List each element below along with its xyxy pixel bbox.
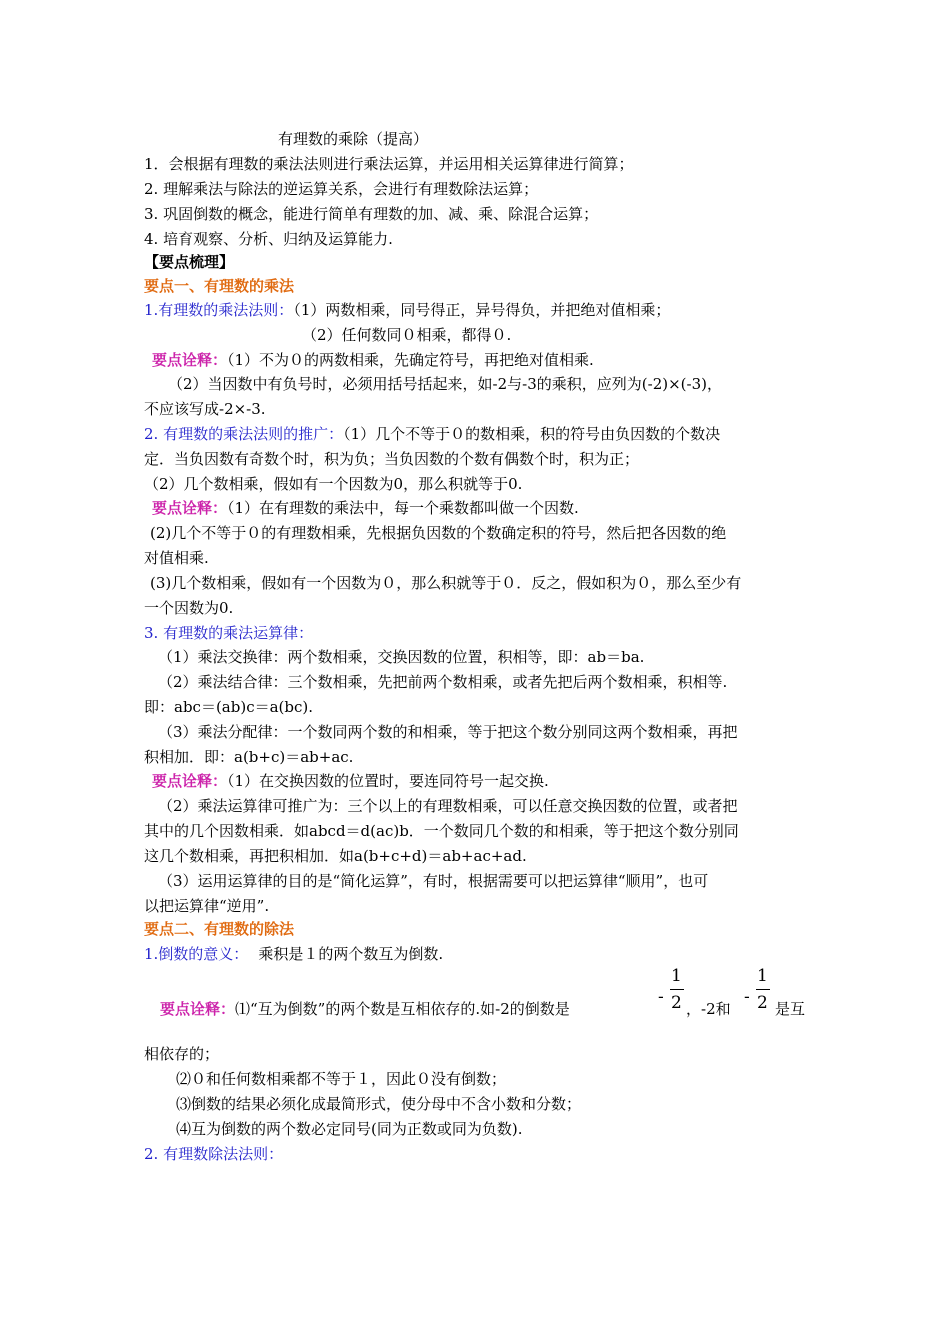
point2-title: 要点二、有理数的除法 [144,920,295,938]
p1-note3-4: 这几个数相乘，再把积相加．如a(b+c+d)＝ab+ac+ad. [144,847,527,865]
p2-note-4: ⑷互为倒数的两个数必定同号(同为正数或同为负数). [176,1120,523,1138]
p1-note3-2: （2）乘法运算律可推广为：三个以上的有理数相乘，可以任意交换因数的位置，或者把 [158,797,738,815]
note-label: 要点诠释： [160,1000,236,1018]
goal-3: 3. 巩固倒数的概念，能进行简单有理数的加、减、乘、除混合运算； [144,205,599,223]
note-label: 要点诠释： [152,351,228,369]
p2-div-label: 2. 有理数除法法则： [144,1145,284,1163]
p2-recip-line [144,944,443,964]
p1-rule-2: （2）任何数同０相乘，都得０. [302,326,512,344]
p1-ext-label: 2. 有理数的乘法法则的推广： [144,425,344,443]
p1-rule-label: 1.有理数的乘法法则： [144,301,294,319]
note-label: 要点诠释： [152,499,228,517]
p1-law-2: （2）乘法结合律：三个数相乘，先把前两个数相乘，或者先把后两个数相乘，积相等. [158,673,728,691]
p1-rule-1: （1）两数相乘，同号得正，异号得负，并把绝对值相乘； [293,301,671,319]
p1-note3-6: 以把运算律“逆用”. [144,897,270,915]
p1-note3-line1 [152,771,549,791]
fraction-2-minus: - [744,987,750,1007]
note-label: 要点诠释： [152,772,228,790]
goal-4: 4. 培育观察、分析、归纳及运算能力. [144,230,393,248]
p2-note-b: ，-2和 [686,1000,731,1018]
fraction-1-numerator: 1 [671,966,682,986]
p2-note-c: 是互 [775,1000,806,1018]
p1-note1-3: 不应该写成-2×-3. [144,400,266,418]
p1-note1-line1 [152,350,594,370]
p2-note-d: 相依存的； [144,1045,220,1063]
fraction-2-denominator: 2 [757,993,768,1013]
fraction-1-minus: - [658,987,664,1007]
p1-note2-line1 [152,498,579,518]
fraction-2-numerator: 1 [757,966,768,986]
section-header: 【要点梳理】 [144,253,235,271]
p1-note3-1: （1）在交换因数的位置时，要连同符号一起交换. [227,772,549,790]
p1-law-5: 积相加．即：a(b+c)＝ab+ac. [144,748,354,766]
p2-note-line1 [160,999,570,1019]
p2-recip-label: 1.倒数的意义： [144,945,249,963]
p1-law-label: 3. 有理数的乘法运算律： [144,624,314,642]
p1-note1-1: （1）不为０的两数相乘，先确定符号，再把绝对值相乘. [227,351,594,369]
p1-law-3: 即：abc＝(ab)c＝a(bc). [144,698,314,716]
p1-ext-line1 [144,424,720,444]
p1-ext-1: （1）几个不等于０的数相乘，积的符号由负因数的个数决 [343,425,721,443]
p2-recip-text: 乘积是１的两个数互为倒数. [258,945,444,963]
p1-ext-3: （2）几个数相乘，假如有一个因数为0，那么积就等于0. [144,475,523,493]
p2-note-a: ⑴“互为倒数”的两个数是互相依存的.如-2的倒数是 [235,1000,570,1018]
p1-note2-2: (2)几个不等于０的有理数相乘，先根据负因数的个数确定积的符号，然后把各因数的绝 [150,524,727,542]
p1-note2-3: 对值相乘. [144,549,209,567]
p1-note2-5: 一个因数为0. [144,599,234,617]
p2-note-2: ⑵０和任何数相乘都不等于１，因此０没有倒数； [176,1070,507,1088]
p1-law-4: （3）乘法分配律：一个数同两个数的和相乘，等于把这个数分别同这两个数相乘，再把 [158,723,738,741]
p1-note3-3: 其中的几个因数相乘．如abcd＝d(ac)b．一个数同几个数的和相乘，等于把这个数分别同 [144,822,739,840]
fraction-1-denominator: 2 [671,993,682,1013]
p1-note2-4: (3)几个数相乘，假如有一个因数为０，那么积就等于０．反之，假如积为０，那么至少有 [150,574,742,592]
p1-note3-5: （3）运用运算律的目的是“简化运算”，有时，根据需要可以把运算律“顺用”，也可 [158,872,709,890]
p2-note-3: ⑶倒数的结果必须化成最简形式，使分母中不含小数和分数； [176,1095,582,1113]
goal-2: 2. 理解乘法与除法的逆运算关系，会进行有理数除法运算； [144,180,539,198]
p1-law-1: （1）乘法交换律：两个数相乘，交换因数的位置，积相等，即：ab＝ba. [158,648,645,666]
p1-rule-line1 [144,300,670,320]
p1-note1-2: （2）当因数中有负号时，必须用括号括起来，如-2与-3的乘积，应列为(-2)×(-3)， [168,375,722,393]
p1-ext-2: 定．当负因数有奇数个时，积为负；当负因数的个数有偶数个时，积为正； [144,450,640,468]
goal-1: 1．会根据有理数的乘法法则进行乘法运算，并运用相关运算律进行简算； [144,155,634,173]
doc-title: 有理数的乘除（提高） [278,130,429,148]
p1-note2-1: （1）在有理数的乘法中，每一个乘数都叫做一个因数. [227,499,579,517]
fraction-2-bar [756,989,770,990]
fraction-1-bar [670,989,684,990]
point1-title: 要点一、有理数的乘法 [144,277,295,295]
